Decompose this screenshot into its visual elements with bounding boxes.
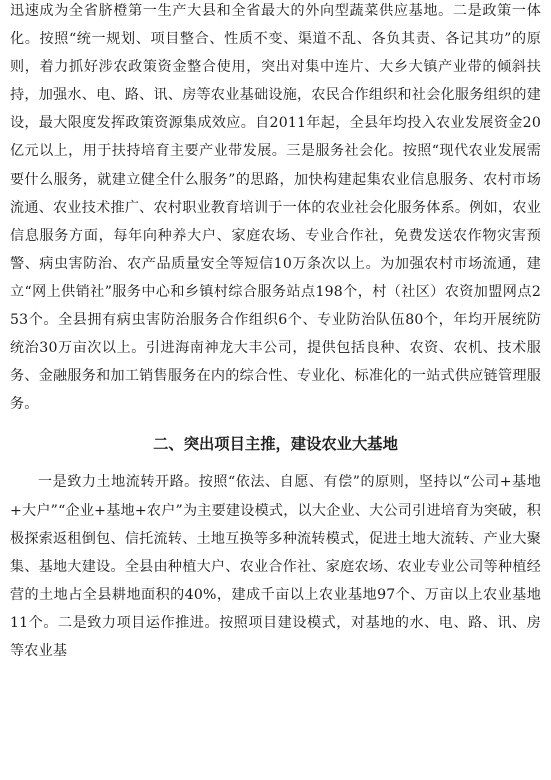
body-paragraph-continued: 迅速成为全省脐橙第一生产大县和全省最大的外向型蔬菜供应基地。二是政策一体化。按照“统一规划、项目整合、性质不变、渠道不乱、各负其责、各记其功”的原则，着力抓好涉农政策资金整合使用，突出对集中连片、大乡大镇产业带的倾斜扶持，加强水、电、路、讯、房等农业基础设施，农民合作组织和社会化服务组织的建设，最大限度发挥政策资源集成效应。自2011年起，全县年均投入农业发展资金20亿元以上，用于扶持培育主要产业带发展。三是服务社会化。按照“现代农业发展需要什么服务，就建立健全什么服务”的思路，加快构建起集农业信息服务、农村市场流通、农业技术推广、农村职业教育培训于一体的农业社会化服务体系。例如，农业信息服务方面，每年向种养大户、家庭农场、专业合作社，免费发送农作物灾害预警、病虫害防治、农产品质量安全等短信10万条次以上。为加强农村市场流通，建立“网上供销社”服务中心和乡镇村综合服务站点198个，村（社区）农资加盟网点253个。全县拥有病虫害防治服务合作组织6个、专业防治队伍80个，年均开展统防统治30万亩次以上。引进海南神龙大丰公司，提供包括良种、农资、农机、技术服务、金融服务和加工销售服务在内的综合性、专业化、标准化的一站式供应链管理服务。 xyxy=(10,3,541,413)
body-paragraph-section2: 一是致力土地流转开路。按照“依法、自愿、有偿”的原则，坚持以“公司+基地+大户”“企业+基地+农户”为主要建设模式，以大企业、大公司引进培育为突破，积极探索返租倒包、信托流转、土地互换等多种流转模式，促进土地大流转、产业大聚集、基地大建设。全县由种植大户、农业合作社、家庭农场、农业专业公司等种植经营的土地占全县耕地面积的40%，建成千亩以上农业基地97个、万亩以上农业基地11个。二是致力项目运作推进。按照项目建设模式，对基地的水、电、路、讯、房等农业基 xyxy=(10,474,541,659)
section-heading: 二、突出项目主推，建设农业大基地 xyxy=(153,435,398,454)
